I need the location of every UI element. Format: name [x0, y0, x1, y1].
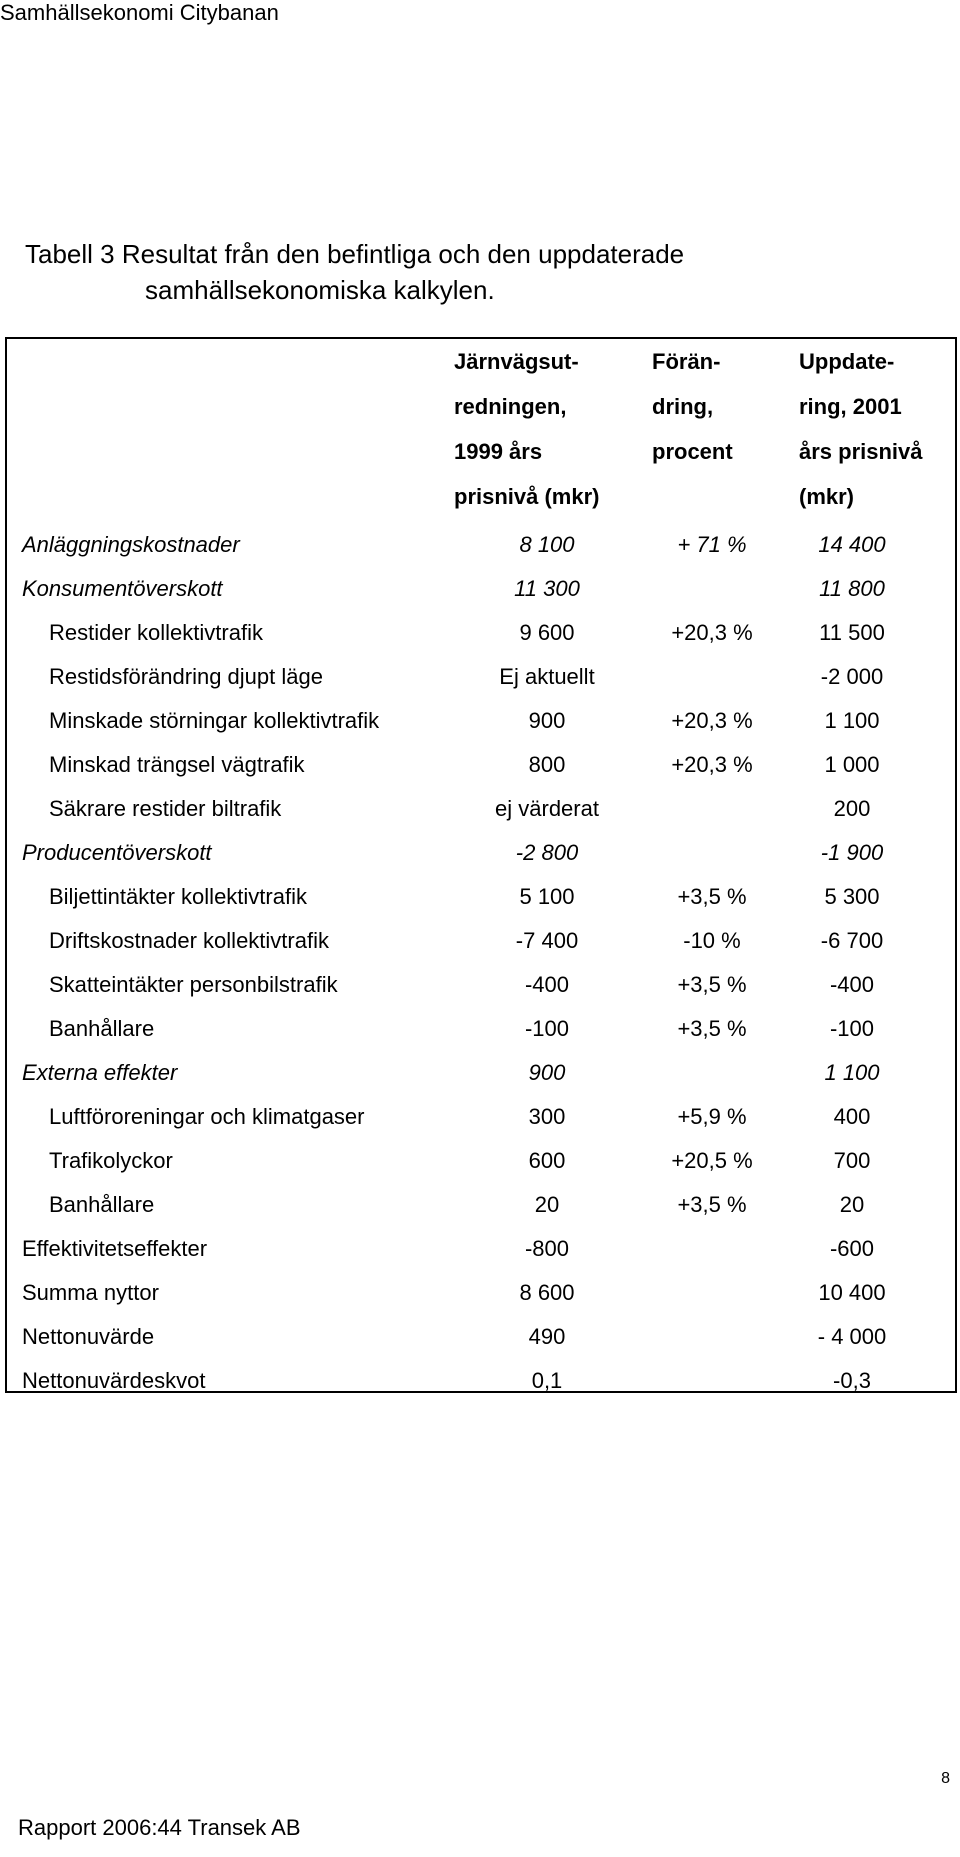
table-row: Producentöverskott -2 800 -1 900	[22, 840, 884, 865]
table-row: Luftföroreningar och klimatgaser 300 +5,9 % 400	[49, 1104, 871, 1129]
header-col-change: Förän- dring, procent	[652, 349, 733, 464]
running-header: Samhällsekonomi Citybanan	[0, 0, 279, 25]
page-number: 8	[941, 1770, 950, 1787]
table-row: Restidsförändring djupt läge Ej aktuellt -2 000	[49, 664, 884, 689]
table-row: Banhållare 20 +3,5 % 20	[49, 1192, 865, 1217]
table-caption	[25, 236, 684, 308]
table-row: Driftskostnader kollektivtrafik -7 400 -10 % -6 700	[49, 928, 884, 953]
table-row: Minskad trängsel vägtrafik 800 +20,3 % 1 000	[49, 752, 880, 777]
table-row: Trafikolyckor 600 +20,5 % 700	[49, 1148, 871, 1173]
table-row: Nettonuvärdeskvot 0,1 -0,3	[22, 1368, 871, 1393]
table-row: Externa effekter 900 1 100	[22, 1060, 880, 1085]
table-row: Skatteintäkter personbilstrafik -400 +3,5 % -400	[49, 972, 875, 997]
table-row: Minskade störningar kollektivtrafik 900 +20,3 % 1 100	[49, 708, 880, 733]
table-row: Banhållare -100 +3,5 % -100	[49, 1016, 875, 1041]
table-row: Anläggningskostnader 8 100 + 71 % 14 400	[22, 532, 886, 557]
header-col-2001: Uppdate- ring, 2001 års prisnivå (mkr)	[799, 349, 923, 509]
report-footer: Rapport 2006:44 Transek AB	[18, 1815, 301, 1840]
table-row: Säkrare restider biltrafik ej värderat 200	[49, 796, 871, 821]
table-row: Biljettintäkter kollektivtrafik 5 100 +3,5 % 5 300	[49, 884, 880, 909]
table-row: Restider kollektivtrafik 9 600 +20,3 % 11 500	[49, 620, 885, 645]
results-table	[5, 337, 957, 1393]
table-row: Effektivitetseffekter -800 -600	[22, 1236, 875, 1261]
table-row: Summa nyttor 8 600 10 400	[22, 1280, 886, 1305]
caption-line-2: samhällsekonomiska kalkylen.	[145, 275, 495, 305]
header-col-1999: Järnvägsut- redningen, 1999 års prisnivå (mkr)	[454, 349, 600, 509]
table-row: Nettonuvärde 490 - 4 000	[22, 1324, 887, 1349]
caption-line-1: Tabell 3 Resultat från den befintliga och den uppdaterade	[25, 239, 685, 269]
table-row: Konsumentöverskott 11 300 11 800	[22, 576, 885, 601]
